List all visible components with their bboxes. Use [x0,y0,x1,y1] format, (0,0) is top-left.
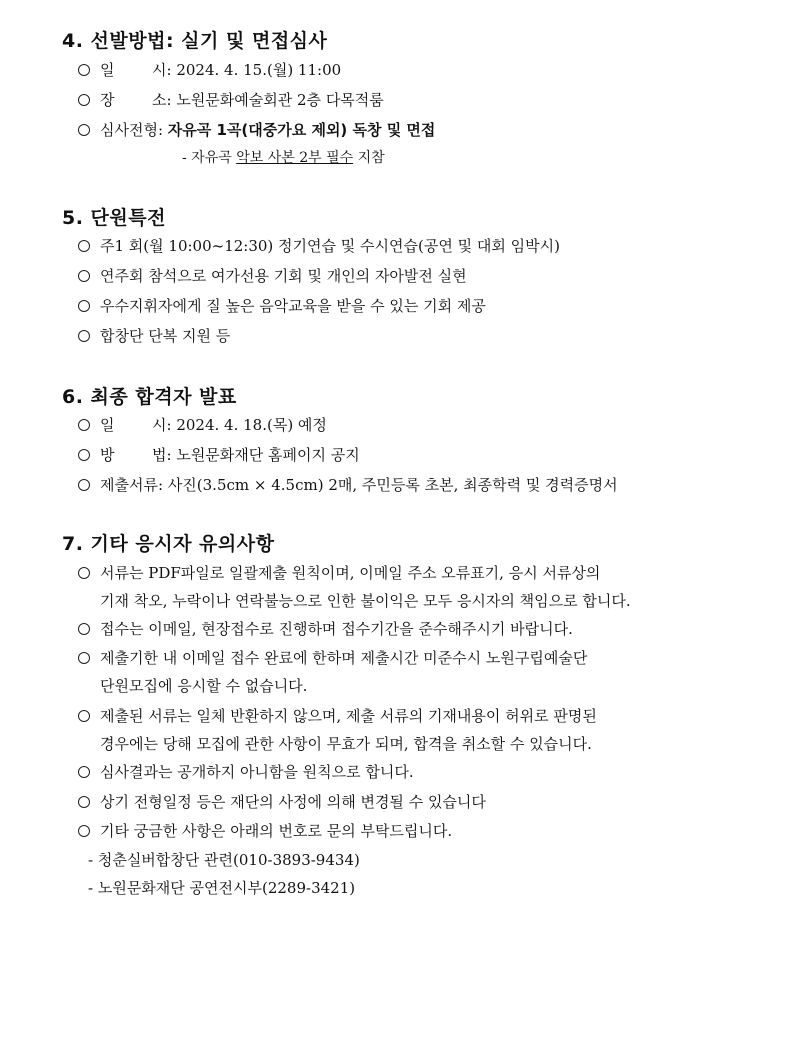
s6-documents-label: 제출서류 [100,476,158,494]
s7-list-item [78,648,587,668]
section-7-heading: 7. 기타 응시자 유의사항 [62,533,275,555]
s5-item-text: 연주회 참석으로 여가선용 기회 및 개인의 자아발전 실현 [100,267,467,285]
s6-documents-value: 사진(3.5cm × 4.5cm) 2매, 주민등록 초본, 최종학력 및 경력증명서 [167,476,618,494]
s7-item-text: 접수는 이메일, 현장접수로 진행하며 접수기간을 준수해주시기 바랍니다. [100,620,573,638]
s5-item-text: 합창단 단복 지원 등 [100,327,231,345]
s6-method-line: 방 법: 노원문화재단 홈페이지 공지 [78,445,360,465]
s7-item-text: 심사결과는 공개하지 아니함을 원칙으로 합니다. [100,763,414,781]
s4-note-prefix: - 자유곡 [182,150,237,166]
s6-method-value: 노원문화재단 홈페이지 공지 [176,446,360,464]
circle-bullet-icon [78,710,90,722]
s7-item-text: 기타 궁금한 사항은 아래의 번호로 문의 부탁드립니다. [100,822,453,840]
s5-list-item [78,296,486,316]
s7-list-item [78,706,597,726]
s7-item-continuation: 경우에는 당해 모집에 관한 사항이 무효가 되며, 합격을 취소할 수 있습니다. [100,735,592,753]
s6-date-label-a: 일 [100,416,115,434]
s7-contact-choir: - 청춘실버합창단 관련(010-3893-9434) [88,851,360,869]
section-6-heading: 6. 최종 합격자 발표 [62,386,237,408]
section-4-heading: 4. 선발방법: 실기 및 면접심사 [62,30,328,52]
s5-item-text: 우수지휘자에게 질 높은 음악교육을 받을 수 있는 기회 제공 [100,297,486,315]
s6-documents-line: 제출서류: 사진(3.5cm × 4.5cm) 2매, 주민등록 초본, 최종학력 및 경력증명서 [78,475,618,495]
circle-bullet-icon [78,479,90,491]
section-5-heading: 5. 단원특전 [62,207,166,229]
s6-date-value: 2024. 4. 18.(목) 예정 [176,416,327,434]
s4-sheet-music-note [182,148,385,168]
circle-bullet-icon [78,766,90,778]
s7-item-text: 상기 전형일정 등은 재단의 사정에 의해 변경될 수 있습니다 [100,793,486,811]
s4-note-suffix: 지참 [353,150,385,166]
s4-place-label-a: 장 [100,91,115,109]
circle-bullet-icon [78,623,90,635]
s5-list-item [78,266,467,286]
circle-bullet-icon [78,449,90,461]
circle-bullet-icon [78,270,90,282]
s4-place-value: 노원문화예술회관 2층 다목적룸 [176,91,384,109]
circle-bullet-icon [78,567,90,579]
s6-method-label-a: 방 [100,446,115,464]
s4-screening-label: 심사전형 [100,121,158,139]
s6-date-label-b: 시 [152,416,167,434]
circle-bullet-icon [78,124,90,136]
s5-list-item [78,326,230,346]
s6-date-line: 일 시: 2024. 4. 18.(목) 예정 [78,415,327,435]
s7-list-item [78,563,600,583]
s7-list-item [78,619,573,639]
s7-list-item [78,821,452,841]
s4-place-line: 장 소: 노원문화예술회관 2층 다목적룸 [78,90,384,110]
circle-bullet-icon [78,64,90,76]
s4-note-underlined: 악보 사본 2부 필수 [236,150,354,166]
s4-date-value: 2024. 4. 15.(월) 11:00 [176,61,342,79]
s4-date-label-a: 일 [100,61,115,79]
circle-bullet-icon [78,240,90,252]
s4-date-line: 일 시: 2024. 4. 15.(월) 11:00 [78,60,341,80]
s7-item-text: 제출기한 내 이메일 접수 완료에 한하며 제출시간 미준수시 노원구립예술단 [100,649,588,667]
s4-date-label-b: 시 [152,61,167,79]
s6-method-label-b: 법 [152,446,167,464]
circle-bullet-icon [78,825,90,837]
circle-bullet-icon [78,300,90,312]
s7-list-item [78,792,486,812]
s5-list-item [78,236,560,256]
circle-bullet-icon [78,330,90,342]
s7-item-continuation: 단원모집에 응시할 수 없습니다. [100,677,308,695]
s7-item-text: 제출된 서류는 일체 반환하지 않으며, 제출 서류의 기재내용이 허위로 판명된 [100,707,597,725]
s4-screening-value: 자유곡 1곡(대중가요 제외) 독창 및 면접 [167,121,436,139]
s7-item-continuation: 기재 착오, 누락이나 연락불능으로 인한 불이익은 모두 응시자의 책임으로 합니다. [100,592,631,610]
circle-bullet-icon [78,796,90,808]
s7-item-text: 서류는 PDF파일로 일괄제출 원칙이며, 이메일 주소 오류표기, 응시 서류상의 [100,564,601,582]
circle-bullet-icon [78,652,90,664]
s4-place-label-b: 소 [152,91,167,109]
s4-screening-line: 심사전형: 자유곡 1곡(대중가요 제외) 독창 및 면접 [78,120,435,140]
s5-item-text: 주1 회(월 10:00~12:30) 정기연습 및 수시연습(공연 및 대회 임박시) [100,237,560,255]
s7-list-item [78,762,414,782]
circle-bullet-icon [78,419,90,431]
circle-bullet-icon [78,94,90,106]
s7-contact-foundation: - 노원문화재단 공연전시부(2289-3421) [88,879,356,897]
